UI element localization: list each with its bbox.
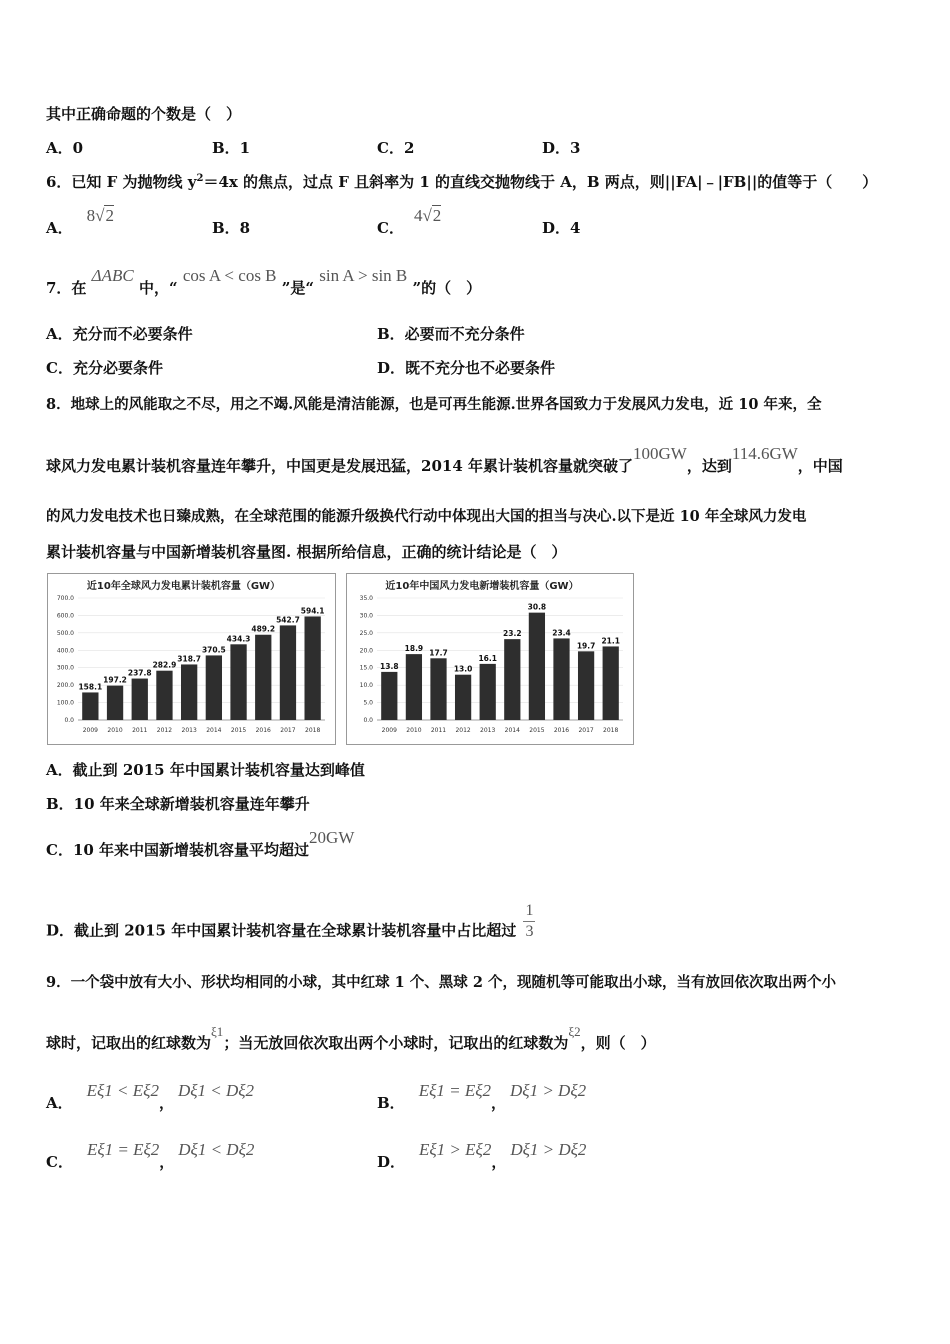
q6-stem-sup: 2 bbox=[196, 173, 204, 184]
q8-fraction-num: 1 bbox=[523, 901, 535, 922]
q9-line1: 9．一个袋中放有大小、形状均相同的小球，其中红球 1 个、黑球 2 个，现随机等可能取出小球，当有放回依次取出两个小 bbox=[46, 974, 836, 991]
bar-2018 bbox=[603, 646, 619, 720]
q6-option-c-math: 4√2 bbox=[413, 206, 442, 225]
y-tick-label: 700.0 bbox=[56, 595, 74, 602]
x-tick-label: 2017 bbox=[280, 727, 296, 734]
q7-option-a: A．充分而不必要条件 bbox=[46, 325, 193, 343]
x-tick-label: 2012 bbox=[455, 727, 471, 734]
q8-line2b: ，达到 bbox=[686, 457, 732, 475]
x-tick-label: 2011 bbox=[132, 727, 148, 734]
q6-option-a-rad: 2 bbox=[105, 206, 114, 225]
q8-line2a: 球风力发电累计装机容量连年攀升，中国更是发展迅猛，2014 年累计装机容量就突破了 bbox=[46, 457, 633, 475]
q6-option-d: D．4 bbox=[542, 219, 581, 237]
x-tick-label: 2016 bbox=[255, 727, 271, 734]
q7-option-b: B．必要而不充分条件 bbox=[377, 325, 525, 343]
q8-line1: 8．地球上的风能取之不尽，用之不竭.风能是清洁能源，也是可再生能源.世界各国致力于发展风力发电，近 10 年来，全 bbox=[46, 396, 822, 413]
q7-mid2: ”是“ bbox=[281, 279, 315, 297]
q9-option-d-comma: ， bbox=[491, 1153, 507, 1171]
bar-value-label: 18.9 bbox=[404, 644, 424, 654]
q9-option-c-e: Eξ1 = Eξ2 bbox=[86, 1140, 160, 1159]
bar-value-label: 13.0 bbox=[453, 664, 473, 674]
bar-2015 bbox=[230, 644, 246, 720]
q6-option-c bbox=[377, 206, 442, 238]
x-tick-label: 2009 bbox=[381, 727, 397, 734]
q8-val2: 114.6GW bbox=[731, 444, 798, 463]
bar-value-label: 542.7 bbox=[276, 615, 300, 625]
q9-option-d-e: Eξ1 > Eξ2 bbox=[419, 1140, 492, 1159]
chart-global-svg bbox=[48, 574, 335, 744]
bar-value-label: 17.7 bbox=[429, 648, 448, 658]
q5-option-a: A．0 bbox=[46, 139, 84, 157]
x-tick-label: 2010 bbox=[406, 727, 422, 734]
q5-option-d: D．3 bbox=[542, 139, 581, 157]
q9-option-c-label: C． bbox=[46, 1153, 73, 1171]
chart-title: 近10年中国风力发电新增装机容量（GW） bbox=[385, 581, 579, 592]
q7-suffix: ”的（ ） bbox=[412, 279, 482, 297]
q9-xi1: ξ1 bbox=[211, 1024, 224, 1039]
y-tick-label: 200.0 bbox=[56, 682, 74, 690]
q9-option-b-label: B． bbox=[377, 1094, 405, 1112]
bar-value-label: 16.1 bbox=[478, 653, 497, 663]
q9-option-a-e: Eξ1 < Eξ2 bbox=[86, 1081, 159, 1100]
q9-line2a: 球时，记取出的红球数为 bbox=[46, 1034, 212, 1052]
bar-2015 bbox=[529, 613, 545, 720]
q9-option-a bbox=[46, 1081, 255, 1113]
q7-triangle: ΔABC bbox=[91, 266, 134, 285]
q9-option-a-d: Dξ1 < Dξ2 bbox=[177, 1081, 255, 1100]
intro-line: 其中正确命题的个数是（ ） bbox=[46, 105, 242, 123]
q6-option-c-coef: 4 bbox=[413, 206, 423, 225]
y-tick-label: 600.0 bbox=[56, 612, 74, 620]
q5-option-c: C．2 bbox=[377, 139, 415, 157]
q9-option-d-label: D． bbox=[377, 1153, 406, 1171]
x-tick-label: 2011 bbox=[430, 727, 447, 734]
q9-option-b-comma: ， bbox=[491, 1094, 507, 1112]
q9-option-c bbox=[46, 1140, 255, 1172]
q6-option-c-label: C． bbox=[377, 219, 404, 237]
x-tick-label: 2014 bbox=[504, 727, 520, 734]
y-tick-label: 35.0 bbox=[359, 595, 373, 602]
q7-stem bbox=[46, 266, 482, 298]
q9-option-a-comma: ， bbox=[158, 1094, 174, 1112]
y-tick-label: 0.0 bbox=[363, 717, 373, 724]
q7-cond2: sin A > sin B bbox=[319, 266, 408, 285]
bar-2011 bbox=[132, 679, 148, 720]
q7-mid1: 中，“ bbox=[139, 279, 178, 297]
q9-line2 bbox=[46, 1024, 656, 1053]
y-tick-label: 400.0 bbox=[56, 647, 74, 655]
y-tick-label: 300.0 bbox=[56, 664, 74, 672]
bar-2009 bbox=[82, 692, 98, 720]
y-tick-label: 100.0 bbox=[56, 699, 74, 707]
q6-stem-b: ＝4x 的焦点，过点 F 且斜率为 1 的直线交抛物线于 A，B 两点，则||FA|﹣|FB||的值等于（ ） bbox=[203, 173, 878, 191]
x-tick-label: 2016 bbox=[553, 727, 570, 734]
bar-2010 bbox=[406, 654, 422, 720]
y-tick-label: 15.0 bbox=[359, 664, 373, 672]
bar-2016 bbox=[553, 638, 569, 720]
bar-2011 bbox=[430, 658, 446, 720]
q9-line2c: ，则（ ） bbox=[580, 1034, 656, 1052]
bar-value-label: 19.7 bbox=[576, 641, 596, 651]
bar-value-label: 158.1 bbox=[78, 682, 103, 692]
q9-option-c-comma: ， bbox=[159, 1153, 175, 1171]
bar-value-label: 594.1 bbox=[300, 606, 325, 616]
bar-2016 bbox=[255, 635, 271, 720]
bar-2010 bbox=[107, 686, 123, 720]
bar-value-label: 434.3 bbox=[226, 634, 251, 644]
x-tick-label: 2014 bbox=[206, 727, 222, 734]
y-tick-label: 20.0 bbox=[359, 647, 373, 655]
bar-value-label: 30.8 bbox=[527, 602, 547, 612]
q8-option-d-text: D．截止到 2015 年中国累计装机容量在全球累计装机容量中占比超过 bbox=[46, 921, 517, 940]
q8-line4: 累计装机容量与中国新增装机容量图. 根据所给信息，正确的统计结论是（ ） bbox=[46, 543, 567, 561]
bar-2017 bbox=[578, 651, 594, 720]
x-tick-label: 2010 bbox=[107, 727, 123, 734]
q8-option-c-text: C．10 年来中国新增装机容量平均超过 bbox=[46, 841, 310, 859]
x-tick-label: 2015 bbox=[529, 727, 545, 734]
q8-option-c-val: 20GW bbox=[309, 828, 355, 847]
x-tick-label: 2009 bbox=[82, 727, 98, 734]
q8-option-b: B．10 年来全球新增装机容量连年攀升 bbox=[46, 795, 310, 813]
bar-2014 bbox=[504, 639, 520, 720]
chart-china-svg bbox=[347, 574, 633, 744]
bar-value-label: 370.5 bbox=[201, 645, 226, 655]
bar-value-label: 21.1 bbox=[601, 636, 620, 646]
bar-value-label: 23.4 bbox=[552, 628, 571, 638]
bar-value-label: 489.2 bbox=[251, 624, 276, 634]
q6-option-c-rad: 2 bbox=[432, 206, 442, 225]
x-tick-label: 2018 bbox=[305, 727, 321, 734]
chart-title: 近10年全球风力发电累计装机容量（GW） bbox=[86, 581, 281, 592]
bar-2013 bbox=[480, 664, 496, 720]
y-tick-label: 500.0 bbox=[56, 629, 74, 637]
y-tick-label: 10.0 bbox=[359, 682, 373, 690]
bar-value-label: 197.2 bbox=[103, 675, 127, 685]
q6-stem bbox=[46, 171, 877, 192]
bar-2013 bbox=[181, 664, 197, 720]
bar-2018 bbox=[304, 616, 320, 720]
q6-option-b: B．8 bbox=[212, 219, 251, 237]
q6-option-a bbox=[46, 206, 114, 238]
q6-option-a-math: 8√2 bbox=[86, 206, 114, 225]
q6-option-a-coef: 8 bbox=[86, 206, 96, 225]
q8-fraction-den: 3 bbox=[525, 923, 534, 940]
x-tick-label: 2017 bbox=[578, 727, 594, 734]
q8-line3: 的风力发电技术也日臻成熟，在全球范围的能源升级换代行动中体现出大国的担当与决心.以下是近 10 年全球风力发电 bbox=[46, 508, 807, 525]
q8-option-c bbox=[46, 828, 355, 860]
q9-option-d bbox=[377, 1140, 587, 1172]
q8-line2 bbox=[46, 444, 843, 476]
chart-china-new bbox=[346, 573, 634, 745]
q7-prefix: 7．在 bbox=[46, 279, 87, 297]
q9-option-b-e: Eξ1 = Eξ2 bbox=[418, 1081, 491, 1100]
bar-value-label: 13.8 bbox=[380, 661, 399, 671]
q9-option-a-label: A． bbox=[46, 1094, 73, 1112]
q5-option-b: B．1 bbox=[212, 139, 251, 157]
q9-option-d-d: Dξ1 > Dξ2 bbox=[510, 1140, 587, 1159]
q7-option-c: C．充分必要条件 bbox=[46, 359, 163, 377]
bar-2012 bbox=[455, 675, 471, 720]
q7-option-d: D．既不充分也不必要条件 bbox=[377, 359, 556, 377]
bar-2014 bbox=[206, 655, 222, 720]
q9-option-b bbox=[377, 1081, 587, 1113]
bar-2012 bbox=[156, 671, 172, 720]
bar-2017 bbox=[280, 625, 296, 720]
q8-val1: 100GW bbox=[632, 444, 687, 463]
chart-global-cumulative bbox=[47, 573, 336, 745]
bar-value-label: 282.9 bbox=[152, 660, 177, 670]
q9-xi2: ξ2 bbox=[568, 1024, 581, 1039]
q8-option-d-fraction bbox=[523, 901, 535, 942]
x-tick-label: 2013 bbox=[480, 727, 496, 734]
x-tick-label: 2013 bbox=[181, 727, 197, 734]
q9-line2b: ；当无放回依次取出两个小球时，记取出的红球数为 bbox=[223, 1034, 569, 1052]
bar-value-label: 237.8 bbox=[127, 668, 152, 678]
q8-option-a: A．截止到 2015 年中国累计装机容量达到峰值 bbox=[46, 761, 365, 779]
y-tick-label: 0.0 bbox=[64, 717, 74, 724]
bar-value-label: 318.7 bbox=[177, 654, 202, 664]
q6-option-a-label: A． bbox=[46, 219, 73, 237]
bar-2009 bbox=[381, 672, 397, 720]
y-tick-label: 30.0 bbox=[359, 612, 373, 620]
q6-stem-a: 6．已知 F 为抛物线 y bbox=[46, 173, 197, 191]
x-tick-label: 2012 bbox=[156, 727, 173, 734]
y-tick-label: 5.0 bbox=[363, 699, 373, 707]
q8-option-d bbox=[46, 902, 535, 952]
bar-value-label: 23.2 bbox=[503, 629, 522, 639]
q9-option-b-d: Dξ1 > Dξ2 bbox=[510, 1081, 587, 1100]
q7-cond1: cos A < cos B bbox=[182, 266, 277, 285]
q8-line2c: ，中国 bbox=[797, 457, 843, 475]
x-tick-label: 2018 bbox=[603, 727, 619, 734]
y-tick-label: 25.0 bbox=[359, 629, 373, 637]
q9-option-c-d: Dξ1 < Dξ2 bbox=[178, 1140, 255, 1159]
x-tick-label: 2015 bbox=[230, 727, 247, 734]
